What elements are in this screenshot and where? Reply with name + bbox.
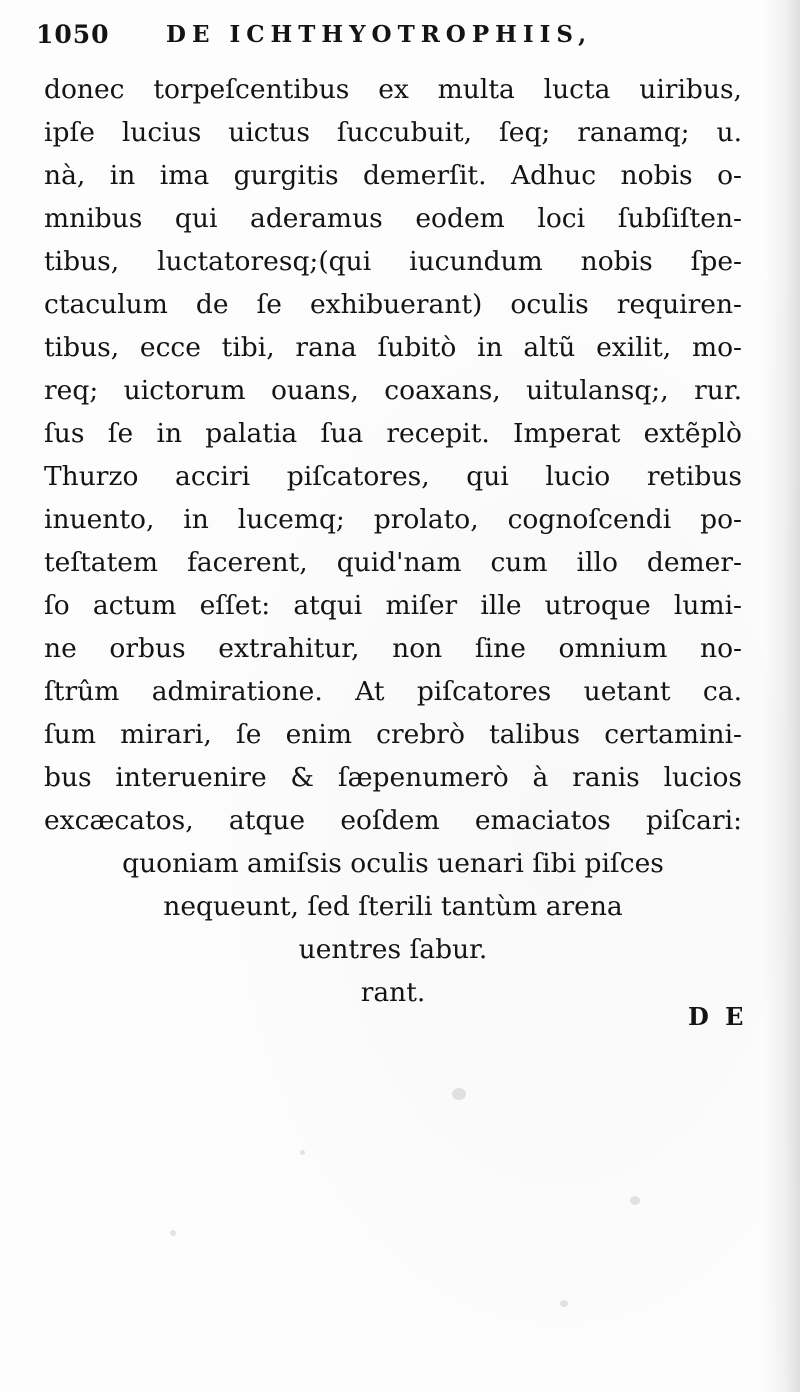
text-line: tibus, ecce tibi, rana ſubitò in altũ exilit, mo- [44, 332, 742, 363]
text-line: inuento, in lucemq; prolato, cognoſcendi po- [44, 504, 742, 535]
text-line: bus interuenire & ſæpenumerò à ranis lucios [44, 762, 742, 793]
text-line: excæcatos, atque eoſdem emaciatos piſcari: [44, 805, 742, 836]
text-line: ipſe lucius uictus ſuccubuit, ſeq; ranamq; u. [44, 117, 742, 148]
ink-speck [630, 1196, 640, 1205]
text-line: teſtatem facerent, quid'nam cum illo demer- [44, 547, 742, 578]
page-edge-shadow [764, 0, 800, 1392]
text-line: ſus ſe in palatia ſua recepit. Imperat extẽplò [44, 418, 742, 449]
page-header [36, 20, 756, 54]
text-line: nequeunt, ſed ſterili tantùm arena [163, 891, 623, 922]
catchword: D E [688, 1002, 748, 1031]
ink-speck [560, 1300, 568, 1307]
running-head: DE ICHTHYOTROPHIIS, [166, 21, 593, 48]
text-line: req; uictorum ouans, coaxans, uitulansq;, rur. [44, 375, 742, 406]
text-line: uentres ſabur. [298, 934, 488, 965]
page-number: 1050 [36, 20, 110, 49]
text-line: rant. [360, 977, 426, 1008]
ink-speck [300, 1150, 305, 1155]
ink-speck [170, 1230, 176, 1236]
ink-speck [452, 1088, 466, 1100]
text-line: ſo actum eſſet: atqui miſer ille utroque lumi- [44, 590, 742, 621]
text-line: ne orbus extrahitur, non ſine omnium no- [44, 633, 742, 664]
body-text [44, 68, 742, 1014]
text-line: ſum mirari, ſe enim crebrò talibus certamini- [44, 719, 742, 750]
text-line: mnibus qui aderamus eodem loci ſubſiſten- [44, 203, 742, 234]
text-line: ſtrûm admiratione. At piſcatores uetant ca. [44, 676, 742, 707]
text-line: quoniam amiſsis oculis uenari ſibi piſces [122, 848, 664, 879]
text-line: donec torpeſcentibus ex multa lucta uiribus, [44, 74, 742, 105]
text-line: Thurzo acciri piſcatores, qui lucio retibus [44, 461, 742, 492]
text-line: tibus, luctatoresq;(qui iucundum nobis ſpe- [44, 246, 742, 277]
text-line: nà, in ima gurgitis demerſit. Adhuc nobis o- [44, 160, 742, 191]
text-line: ctaculum de ſe exhibuerant) oculis requiren- [44, 289, 742, 320]
